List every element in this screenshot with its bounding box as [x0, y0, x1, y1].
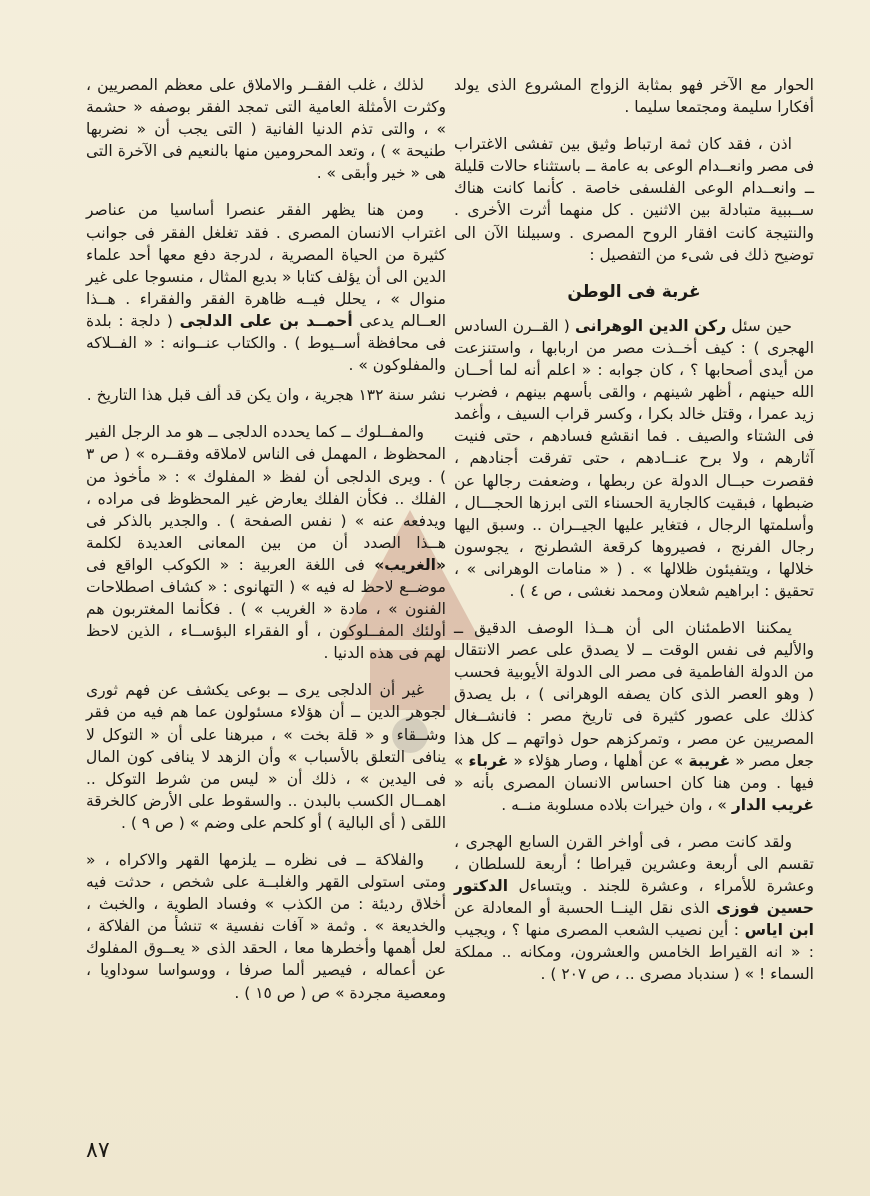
right-column [454, 74, 814, 1001]
paragraph: اذن ، فقد كان ثمة ارتباط وثيق بين تفشى الاغتراب فى مصر وانعــدام الوعى به عامة ــ باستثناء حالات قليلة ــ وانعــدام الوعى الفلسفى خاصة . كأنما كانت هناك ســببية متبادلة بين الاثنين . كل منهما أثرت الأخرى . والنتيجة كانت افقار الروح المصرى . وسبيلنا الآن الى توضيح ذلك فى شىء من التفصيل : [454, 135, 814, 264]
name-bold: أحمــد بن على الدلجى [179, 311, 353, 330]
paragraph: الحوار مع الآخر فهو بمثابة الزواج المشروع الذى يولد أفكارا سليمة ومجتمعا سليما . [454, 76, 814, 117]
section-heading: غربة فى الوطن [567, 281, 701, 302]
name-bold: ركن الدين الوهرانى [574, 316, 727, 335]
page-number: ٨٧ [86, 1138, 110, 1163]
paragraph: نشر سنة ١٣٢ هجرية ، وان يكن قد ألف قبل هذا التاريخ . [86, 386, 446, 405]
paragraph: يمكننا الاطمئنان الى أن هــذا الوصف الدقيق ــ والأليم فى نفس الوقت ــ لا يصدق على عصر الانتقال من الدولة الفاطمية فى مصر الى الدولة الأيوبية فحسب ( وهو العصر الذى كان يصفه الوهرانى ) ، بل يصدق كذلك على عصور كثيرة فى تاريخ مصر : فانشــغال المصريين عن مصر ، وتمركزهم حول ذواتهم ــ كل هذا جعل مصر « غريبة » عن أهلها ، وصار هؤلاء « غرباء » فيها . ومن هنا كان احساس الانسان المصرى بأنه « غريب الدار » ، وان خيرات بلاده مسلوبة منــه . [454, 619, 814, 814]
left-column [86, 74, 446, 1019]
paragraph: غير أن الدلجى يرى ــ بوعى يكشف عن فهم ثورى لجوهر الدين ــ أن هؤلاء مسئولون عما هم فيه من فقر وشــقاء و « قلة بخت » ، مبرهنا على أن « التوكل لا ينافى التعلق بالأسباب » وأن الزهد لا ينافى كون المال فى اليدين » ، ذلك أن « ليس من شرط التوكل .. اهمــال الكسب بالبدن .. والسقوط على الأرض كالخرقة اللقى ( أى البالية ) أو كلحم على وضم » ( ص ٩ ) . [86, 681, 446, 832]
paragraph: ومن هنا يظهر الفقر عنصرا أساسيا من عناصر اغتراب الانسان المصرى . فقد تغلغل الفقر فى جوانب كثيرة من الحياة المصرية ، لدرجة دفع معها أحد علماء الدين الى أن يؤلف كتابا « بديع المثال ، منسوجا على غير منوال » ، يحلل فيــه ظاهرة الفقر والفقراء . هــذا العــالم يدعى أحمــد بن على الدلجى ( دلجة : بلدة فى محافظة أســيوط ) . والكتاب عنــوانه : « الفــلاكه والمفلوكون » . [86, 201, 447, 375]
paragraph: والمفــلوك ــ كما يحدده الدلجى ــ هو مد الرجل الفير المحظوظ ، المهمل فى الناس لاملاقه وفقــره » ( ص ٣ ) . ويرى الدلجى أن لفظ « المفلوك » : « مأخوذ من الفلك .. فكأن الفلك يعارض غير المحظوظ فى مراده ، ويدفعه عنه » ( نفس الصفحة ) . والجدير بالذكر فى هــذا الصدد أن من بين المعانى العديدة لكلمة «الغريب» فى اللغة العربية : « الكوكب الواقع فى موضــع لاحظ له فيه » ( التهانوى : « كشاف اصطلاحات الفنون » ، مادة « الغريب » ) . فكأنما المغتربون هم أولئك المفــلوكون ، أو الفقراء البؤســاء ، الذين لاحظ لهم فى هذه الدنيا . [86, 423, 446, 663]
paragraph: ولقد كانت مصر ، فى أواخر القرن السابع الهجرى ، تقسم الى أربعة وعشرين قيراطا ؛ أربعة للسلطان ، وعشرة للأمراء ، وعشرة للجند . ويتساءل الدكتور حسين فوزى الذى نقل الينــا الحسبة أو المعادلة عن ابن اياس : أين نصيب الشعب المصرى منها ؟ ، ويجيب : « انه القيراط الخامس والعشرون، ومكانه .. مملكة السماء ! » ( سندباد مصرى .. ، ص ٢٠٧ ) . [454, 832, 814, 984]
paragraph: حين سئل ركن الدين الوهرانى ( القــرن السادس الهجرى ) : كيف أخــذت مصر من اربابها ، واستنزعت من أيدى أصحابها ؟ ، كان جوابه : « اعلم أنه لما أحــان الله حينهم ، أظهر شينهم ، والقى بأسهم بينهم ، فضرب زيد عمرا ، وقتل خالد بكرا ، وكسر قراب السيف ، وأغمد فى الشتاء والصيف . فما انقشع فسادهم ، حتى فنيت آثارهم ، ولا برح عنــادهم ، حتى تفرقت أجنادهم ، فقصرت حبــال الدولة عن ربطها ، وضعفت رجالها عن ضبطها ، فبقيت كالجارية الحسناء التى ابرزها الحجـــال ، وأسلمتها الرجال ، فتغاير عليها الجيــران .. وسبق اليها رجال الفرنج ، فصيروها كرقعة الشطرنج ، يجوسون خلالها ، ويتفيئون ظلالها » . ( « منامات الوهرانى » ، تحقيق : ابراهيم شعلان ومحمد نغشى ، ص ٤ ) . [454, 316, 814, 600]
paragraph: لذلك ، غلب الفقــر والاملاق على معظم المصريين ، وكثرت الأمثلة العامية التى تمجد الفقر بوصفه « حشمة » ، والتى تذم الدنيا الفانية ( التى يجب أن « نضربها طنيحة » ) ، وتعد المحرومين منها بالنعيم فى الآخرة التى هى « خير وأبقى » . [86, 76, 446, 183]
paragraph: والفلاكة ــ فى نظره ــ يلزمها القهر والاكراه ، « ومتى استولى القهر والغلبــة على شخص ، حدثت فيه أخلاق رديئة : من الكذب » وفساد الطوية ، والخبث ، والخديعة » . وثمة « آفات نفسية » تنشأ من الفلاكة ، لعل أهمها وأخطرها معا ، الحقد الذى « يعــوق المفلوك عن أعماله ، فيصير ألما صرفا ، ووسواسا سوداويا ، ومعصية مجردة » ص ( ص ١٥ ) . [86, 851, 446, 1002]
